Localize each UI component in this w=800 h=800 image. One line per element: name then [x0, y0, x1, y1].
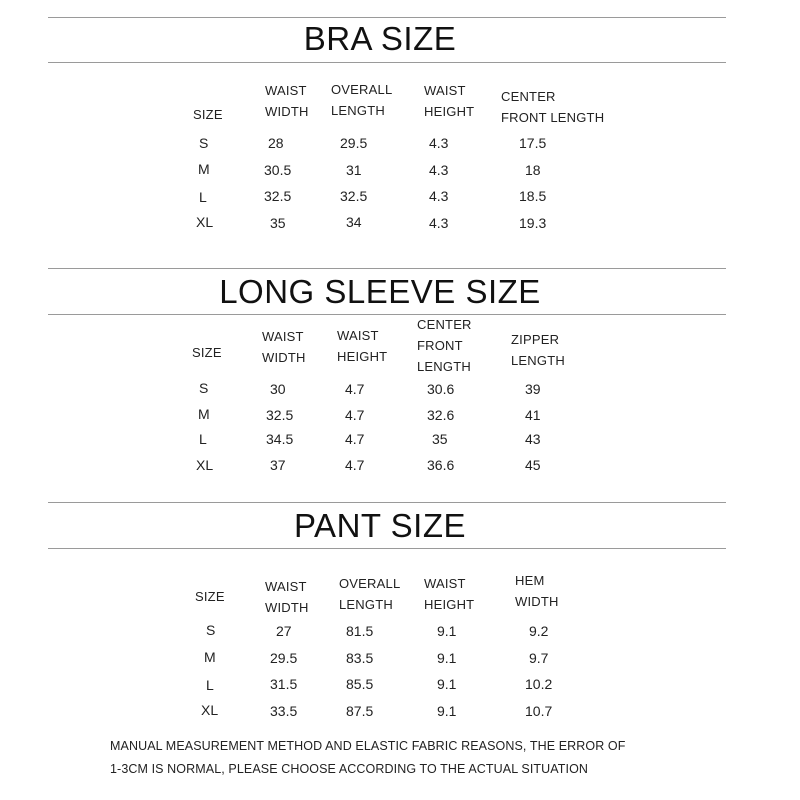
- header-hem-width: HEM WIDTH: [515, 573, 559, 609]
- table-cell: 85.5: [346, 676, 374, 692]
- table-cell: L: [206, 677, 214, 693]
- table-cell: 29.5: [270, 650, 298, 666]
- table-cell: S: [199, 380, 209, 396]
- header-waist-width: WAIST WIDTH: [265, 579, 309, 615]
- header-center-front-length: CENTER FRONT LENGTH: [417, 317, 472, 374]
- header-waist-width: WAIST WIDTH: [265, 83, 309, 119]
- table-cell: 4.3: [429, 215, 449, 231]
- divider: [48, 268, 726, 269]
- table-cell: 36.6: [427, 457, 455, 473]
- header-waist-width: WAIST WIDTH: [262, 329, 306, 365]
- table-cell: 4.7: [345, 381, 365, 397]
- table-cell: 32.5: [264, 188, 292, 204]
- table-cell: M: [204, 649, 216, 665]
- table-cell: 4.7: [345, 407, 365, 423]
- divider: [48, 314, 726, 315]
- table-cell: S: [199, 135, 209, 151]
- divider: [48, 548, 726, 549]
- pant-size-title: PANT SIZE: [294, 507, 466, 544]
- header-size: SIZE: [193, 107, 223, 122]
- table-cell: M: [198, 406, 210, 422]
- divider: [48, 62, 726, 63]
- table-cell: 34: [346, 214, 362, 230]
- table-cell: 18: [525, 162, 541, 178]
- table-cell: 9.1: [437, 676, 457, 692]
- table-cell: 41: [525, 407, 541, 423]
- table-cell: L: [199, 431, 207, 447]
- header-center-front-length: CENTER FRONT LENGTH: [501, 89, 605, 125]
- table-cell: 45: [525, 457, 541, 473]
- table-cell: 29.5: [340, 135, 368, 151]
- table-cell: 4.3: [429, 135, 449, 151]
- divider: [48, 502, 726, 503]
- header-overall-length: OVERALL LENGTH: [339, 576, 401, 612]
- table-cell: 10.2: [525, 676, 553, 692]
- table-cell: 4.7: [345, 431, 365, 447]
- table-cell: 9.1: [437, 703, 457, 719]
- header-zipper-length: ZIPPER LENGTH: [511, 332, 565, 368]
- table-cell: 4.3: [429, 188, 449, 204]
- table-cell: 30: [270, 381, 286, 397]
- table-cell: 17.5: [519, 135, 547, 151]
- table-cell: 28: [268, 135, 284, 151]
- table-cell: 9.2: [529, 623, 549, 639]
- header-waist-height: WAIST HEIGHT: [337, 328, 388, 364]
- table-cell: XL: [196, 457, 214, 473]
- header-size: SIZE: [192, 345, 222, 360]
- table-cell: 34.5: [266, 431, 294, 447]
- table-cell: XL: [201, 702, 219, 718]
- table-cell: S: [206, 622, 216, 638]
- table-cell: 35: [270, 215, 286, 231]
- table-cell: 9.1: [437, 623, 457, 639]
- table-cell: 31: [346, 162, 362, 178]
- table-cell: L: [199, 189, 207, 205]
- table-cell: 10.7: [525, 703, 553, 719]
- table-cell: 4.3: [429, 162, 449, 178]
- header-overall-length: OVERALL LENGTH: [331, 82, 393, 118]
- table-cell: 18.5: [519, 188, 547, 204]
- table-cell: 32.6: [427, 407, 455, 423]
- table-cell: 9.7: [529, 650, 549, 666]
- header-size: SIZE: [195, 589, 225, 604]
- table-cell: 30.6: [427, 381, 455, 397]
- table-cell: 35: [432, 431, 448, 447]
- table-cell: 87.5: [346, 703, 374, 719]
- table-cell: 39: [525, 381, 541, 397]
- table-cell: 32.5: [340, 188, 368, 204]
- table-cell: 43: [525, 431, 541, 447]
- table-cell: 9.1: [437, 650, 457, 666]
- table-cell: 83.5: [346, 650, 374, 666]
- table-cell: 27: [276, 623, 292, 639]
- table-cell: XL: [196, 214, 214, 230]
- table-cell: 31.5: [270, 676, 298, 692]
- table-cell: 30.5: [264, 162, 292, 178]
- table-cell: 19.3: [519, 215, 547, 231]
- bra-size-title: BRA SIZE: [303, 20, 457, 57]
- long-sleeve-size-title: LONG SLEEVE SIZE: [219, 273, 541, 310]
- header-waist-height: WAIST HEIGHT: [424, 83, 475, 119]
- table-cell: 4.7: [345, 457, 365, 473]
- divider: [48, 17, 726, 18]
- table-cell: 81.5: [346, 623, 374, 639]
- header-waist-height: WAIST HEIGHT: [424, 576, 475, 612]
- table-cell: 37: [270, 457, 286, 473]
- table-cell: 33.5: [270, 703, 298, 719]
- table-cell: 32.5: [266, 407, 294, 423]
- note-line: 1-3CM IS NORMAL, PLEASE CHOOSE ACCORDING TO THE ACTUAL SITUATION: [110, 762, 589, 776]
- table-cell: M: [198, 161, 210, 177]
- note-line: MANUAL MEASUREMENT METHOD AND ELASTIC FABRIC REASONS, THE ERROR OF: [110, 739, 626, 753]
